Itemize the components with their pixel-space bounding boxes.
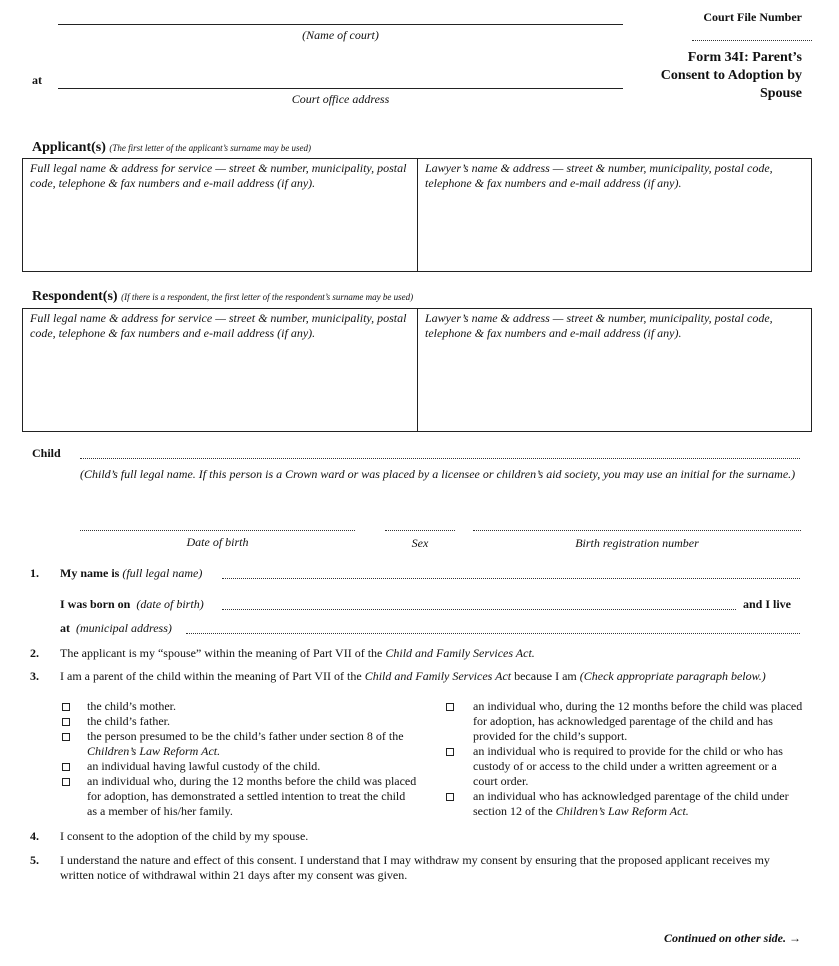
item1-name-field[interactable] <box>222 578 800 579</box>
item1-dob-field[interactable] <box>222 609 736 610</box>
option-lawful-custody-label: an individual having lawful custody of the child. <box>87 759 321 773</box>
child-dob-caption: Date of birth <box>186 535 249 549</box>
option-mother-label: the child’s mother. <box>87 699 176 713</box>
child-birth-reg-field[interactable] <box>473 530 801 531</box>
form-title-line2: Consent to Adoption by <box>660 68 802 83</box>
respondent-note: (If there is a respondent, the first letter of the respondent’s surname may be used) <box>121 292 414 302</box>
court-file-number-field[interactable] <box>692 40 812 41</box>
item1-live-label: and I live <box>743 597 792 611</box>
item1-at-label: at (municipal address) <box>60 621 172 635</box>
child-label: Child <box>32 446 61 460</box>
arrow-right-icon: → <box>789 931 801 945</box>
option-required-to-provide-label: an individual who is required to provide for the child or who has custody of or access to the child under a written agreement or a court order. <box>473 744 783 788</box>
child-sex-field[interactable] <box>385 530 455 531</box>
item1-name-label: My name is (full legal name) <box>60 566 203 580</box>
item3-text: I am a parent of the child within the meaning of Part VII of the Child and Family Services Act because I am (Check appropriate paragraph below.) <box>60 669 766 683</box>
respondent-box <box>22 308 812 432</box>
form-title-line1: Form 34I: Parent’s <box>687 50 802 65</box>
applicant-lawyer-field[interactable]: Lawyer’s name & address — street & number, municipality, postal code, telephone & fax numbers and e-mail address (if any). <box>425 161 773 190</box>
court-office-line[interactable] <box>58 88 623 89</box>
item1-number: 1. <box>30 566 39 580</box>
item2-number: 2. <box>30 646 39 660</box>
option-lawful-custody-checkbox[interactable] <box>62 763 70 771</box>
respondent-heading: Respondent(s) (If there is a respondent, the first letter of the respondent’s surname may be used) <box>32 289 414 304</box>
item1-born-label: I was born on (date of birth) <box>60 597 204 611</box>
item4-text: I consent to the adoption of the child by my spouse. <box>60 829 309 843</box>
court-name-caption: (Name of court) <box>302 28 379 42</box>
form-title-line3: Spouse <box>759 86 802 101</box>
option-required-to-provide-checkbox[interactable] <box>446 748 454 756</box>
option-section12-checkbox[interactable] <box>446 793 454 801</box>
option-father-label: the child’s father. <box>87 714 170 728</box>
child-birth-reg-caption: Birth registration number <box>575 536 699 550</box>
applicant-note: (The first letter of the applicant’s surname may be used) <box>109 143 311 153</box>
form-title <box>640 49 802 103</box>
applicant-address-field[interactable]: Full legal name & address for service — street & number, municipality, postal code, telephone & fax numbers and e-mail address (if any). <box>23 159 418 271</box>
option-mother-checkbox[interactable] <box>62 703 70 711</box>
item2-text: The applicant is my “spouse” within the meaning of Part VII of the Child and Family Services Act. <box>60 646 535 660</box>
court-office-caption: Court office address <box>291 92 390 106</box>
continued-note: Continued on other side. → <box>663 931 801 945</box>
child-sex-caption: Sex <box>411 536 429 550</box>
option-section12-label: an individual who has acknowledged parentage of the child under section 12 of the Children’s Law Reform Act. <box>473 789 789 818</box>
respondent-address-field[interactable]: Full legal name & address for service — street & number, municipality, postal code, telephone & fax numbers and e-mail address (if any). <box>23 309 418 431</box>
option-presumed-father-checkbox[interactable] <box>62 733 70 741</box>
respondent-lawyer-field[interactable]: Lawyer’s name & address — street & number, municipality, postal code, telephone & fax numbers and e-mail address (if any). <box>425 311 773 340</box>
option-father-checkbox[interactable] <box>62 718 70 726</box>
item3-number: 3. <box>30 669 39 683</box>
item5-number: 5. <box>30 853 39 867</box>
option-presumed-father-label: the person presumed to be the child’s father under section 8 of the Children’s Law Reform Act. <box>87 729 404 758</box>
option-acknowledged-support-checkbox[interactable] <box>446 703 454 711</box>
court-file-number-label: Court File Number <box>703 10 802 24</box>
child-dob-field[interactable] <box>80 530 355 531</box>
at-label: at <box>32 73 42 87</box>
child-name-field[interactable] <box>80 458 800 459</box>
child-caption: (Child’s full legal name. If this person is a Crown ward or was placed by a licensee or children’s aid society, you may use an initial for the surname.) <box>80 467 796 481</box>
applicant-heading: Applicant(s) (The first letter of the applicant’s surname may be used) <box>32 140 311 155</box>
item4-number: 4. <box>30 829 39 843</box>
item5-text: I understand the nature and effect of this consent. I understand that I may withdraw my consent by ensuring that the proposed applicant receives my written notice of withdrawal within 21 days after my consent was given. <box>60 853 770 882</box>
item1-address-field[interactable] <box>186 633 800 634</box>
option-settled-intention-checkbox[interactable] <box>62 778 70 786</box>
option-settled-intention-label: an individual who, during the 12 months before the child was placed for adoption, has demonstrated a settled intention to treat the child as a member of his/her family. <box>87 774 417 818</box>
option-acknowledged-support-label: an individual who, during the 12 months before the child was placed for adoption, has acknowledged parentage of the child and has provided for the child’s support. <box>473 699 803 743</box>
court-name-line[interactable] <box>58 24 623 25</box>
applicant-box <box>22 158 812 272</box>
